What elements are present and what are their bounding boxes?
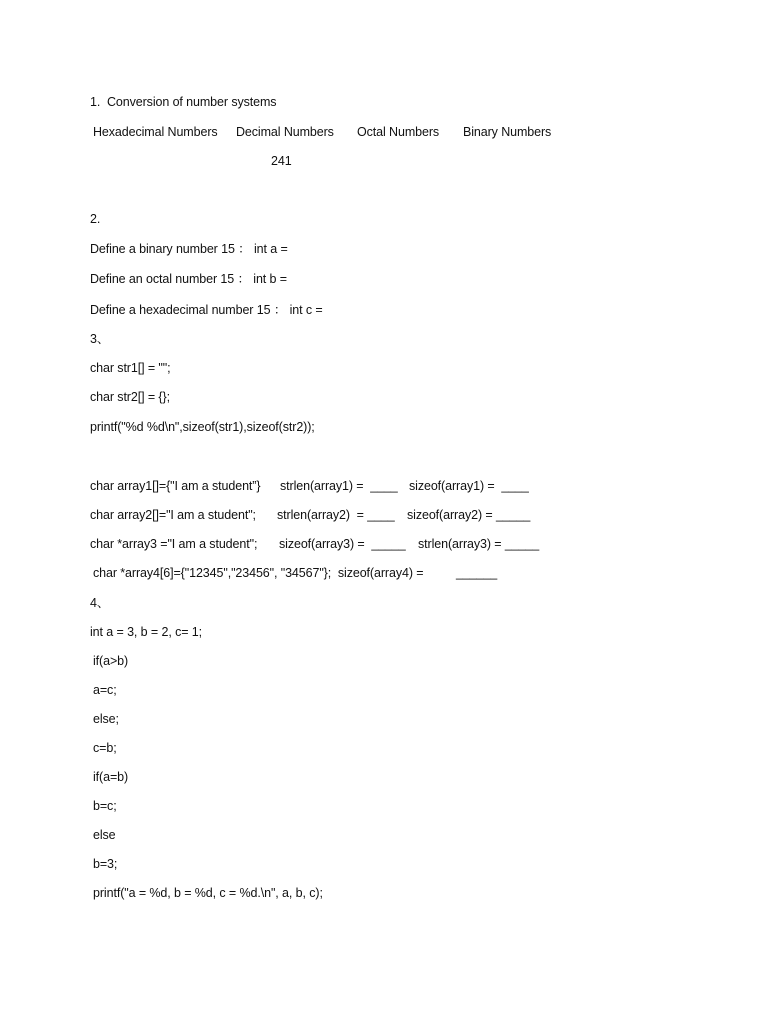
q2-number: 2. [90,212,101,226]
q4-code-line: if(a=b) [93,770,129,784]
q3-array3-strlen: strlen(array3) = _____ [418,537,540,551]
q3-array2-strlen: strlen(array2) = ____ [277,508,395,522]
q3-array4-line: char *array4[6]={"12345","23456", "34567"}; sizeof(array4) = [93,566,424,580]
q3-number: 3、 [90,332,110,346]
q3-array4-blank: ______ [456,566,498,580]
q1-header-binary: Binary Numbers [463,125,552,139]
q4-code-line: else; [93,712,119,726]
q3-array3-declaration: char *array3 ="I am a student"; [90,537,258,551]
q3-code-line: char str2[] = {}; [90,390,170,404]
q4-declaration: int a = 3, b = 2, c= 1; [90,625,203,639]
q4-code-line: else [93,828,116,842]
q3-array1-declaration: char array1[]={"I am a student”} [90,479,261,493]
q3-array1-sizeof: sizeof(array1) = ____ [409,479,529,493]
q2-line-binary: Define a binary number 15 ： int a = [90,242,288,256]
q4-code-line: if(a>b) [93,654,129,668]
q2-line-hexadecimal: Define a hexadecimal number 15 ： int c = [90,303,323,317]
q2-line-octal: Define an octal number 15 ： int b = [90,272,287,286]
q1-title: 1. Conversion of number systems [90,95,277,109]
q3-array2-declaration: char array2[]="I am a student"; [90,508,256,522]
q3-array2-sizeof: sizeof(array2) = _____ [407,508,531,522]
q3-code-line: printf("%d %d\n",sizeof(str1),sizeof(str2)); [90,420,315,434]
q3-code-line: char str1[] = ""; [90,361,171,375]
q3-array1-strlen: strlen(array1) = ____ [280,479,398,493]
q3-array3-sizeof: sizeof(array3) = _____ [279,537,406,551]
q1-header-octal: Octal Numbers [357,125,440,139]
q4-code-line: b=c; [93,799,117,813]
q1-header-hexadecimal: Hexadecimal Numbers [93,125,218,139]
q4-code-line: c=b; [93,741,117,755]
q4-code-line: b=3; [93,857,118,871]
q1-decimal-value: 241 [271,154,292,168]
q4-number: 4、 [90,596,110,610]
q4-printf-line: printf("a = %d, b = %d, c = %d.\n", a, b, c); [93,886,323,900]
q4-code-line: a=c; [93,683,117,697]
q1-header-decimal: Decimal Numbers [236,125,334,139]
